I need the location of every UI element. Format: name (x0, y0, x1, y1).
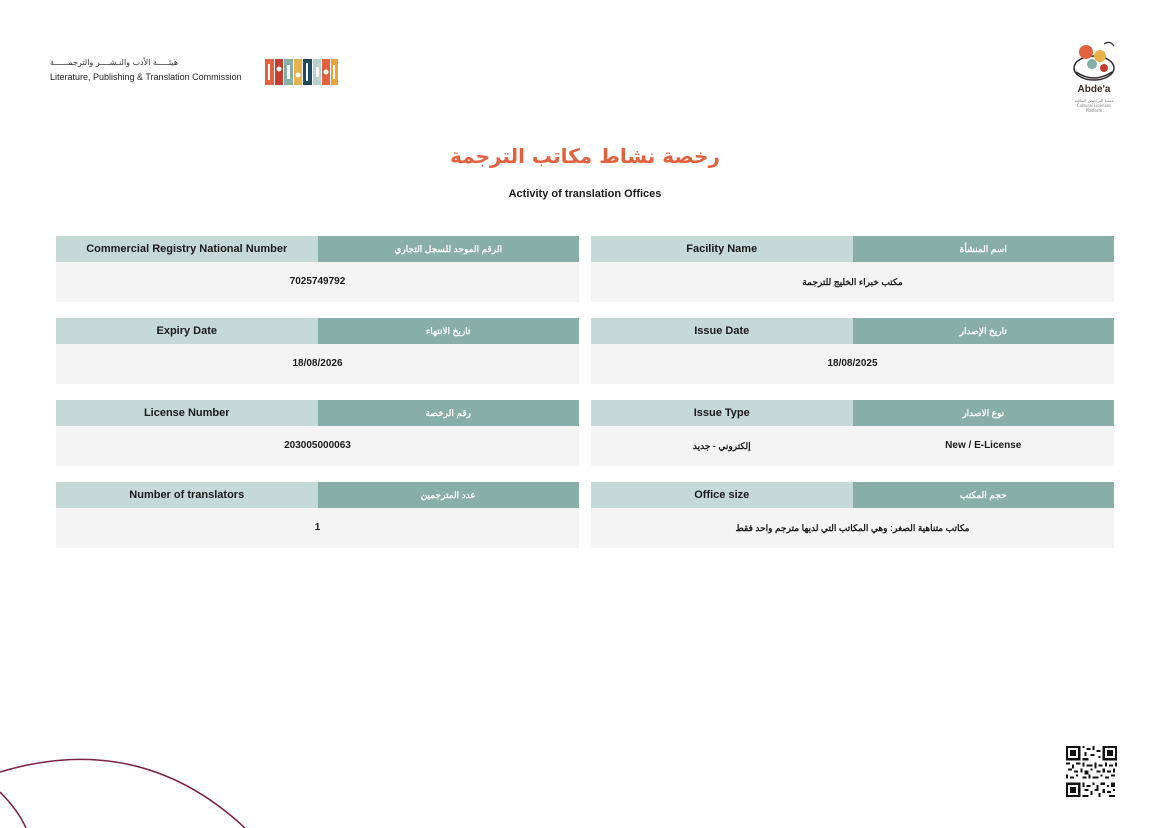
issue-date-label-en: Issue Date (591, 318, 853, 344)
field-num-translators (56, 482, 579, 548)
cr-number-value: 7025749792 (289, 276, 346, 287)
decorative-arc (0, 740, 260, 828)
field-facility-name (591, 236, 1114, 302)
issue-type-label-en: Issue Type (591, 400, 853, 426)
issue-date-value: 18/08/2025 (827, 358, 878, 369)
commission-logo-mark (265, 59, 338, 85)
field-expiry-date (56, 318, 579, 384)
org-name-en: Literature, Publishing & Translation Commission (50, 72, 242, 82)
issue-type-value-en: New / E-License (945, 440, 1022, 451)
office-size-label-en: Office size (591, 482, 853, 508)
issue-type-value-ar: إلكتروني - جديد (692, 441, 751, 451)
facility-name-label-en: Facility Name (591, 236, 853, 262)
issue-type-label-ar: نوع الاصدار (853, 400, 1115, 426)
license-number-label-en: License Number (56, 400, 318, 426)
field-office-size (591, 482, 1114, 548)
abdea-name: Abde'a (1077, 84, 1111, 95)
abdea-logo (1064, 38, 1124, 113)
abdea-tagline-en: Cultural Licenses Platform (1076, 103, 1112, 113)
license-number-label-ar: رقم الرخصة (318, 400, 580, 426)
num-translators-label-ar: عدد المترجمين (318, 482, 580, 508)
expiry-date-label-ar: تاريخ الانتهاء (318, 318, 580, 344)
cr-number-label-en: Commercial Registry National Number (56, 236, 318, 262)
facility-name-label-ar: اسم المنشأة (853, 236, 1115, 262)
office-size-label-ar: حجم المكتب (853, 482, 1115, 508)
org-name-ar: هيئـــــة الأدب والنـشــــر والترجمــــــة (50, 58, 179, 67)
page-title-en: Activity of translation Offices (508, 188, 662, 200)
expiry-date-label-en: Expiry Date (56, 318, 318, 344)
abdea-tagline-ar: منصة التراخيص الثقافية (1074, 98, 1114, 103)
expiry-date-value: 18/08/2026 (292, 358, 343, 369)
num-translators-value: 1 (314, 522, 321, 533)
facility-name-value: مكتب خبراء الخليج للترجمة (802, 277, 903, 287)
issue-date-label-ar: تاريخ الإصدار (853, 318, 1115, 344)
commission-logo (48, 56, 348, 90)
page-title-ar: رخصة نشاط مكاتب الترجمة (450, 144, 720, 168)
field-issue-type (591, 400, 1114, 466)
field-issue-date (591, 318, 1114, 384)
office-size-value: مكاتب متناهية الصغر: وهي المكاتب التي لديها مترجم واحد فقط (735, 523, 970, 533)
abdea-tagline (1068, 98, 1120, 113)
field-cr-number (56, 236, 579, 302)
license-number-value: 203005000063 (284, 440, 351, 451)
qr-code (1066, 746, 1117, 797)
abdea-logo-mark (1064, 38, 1124, 84)
cr-number-label-ar: الرقم الموحد للسجل التجاري (318, 236, 580, 262)
num-translators-label-en: Number of translators (56, 482, 318, 508)
field-license-number (56, 400, 579, 466)
